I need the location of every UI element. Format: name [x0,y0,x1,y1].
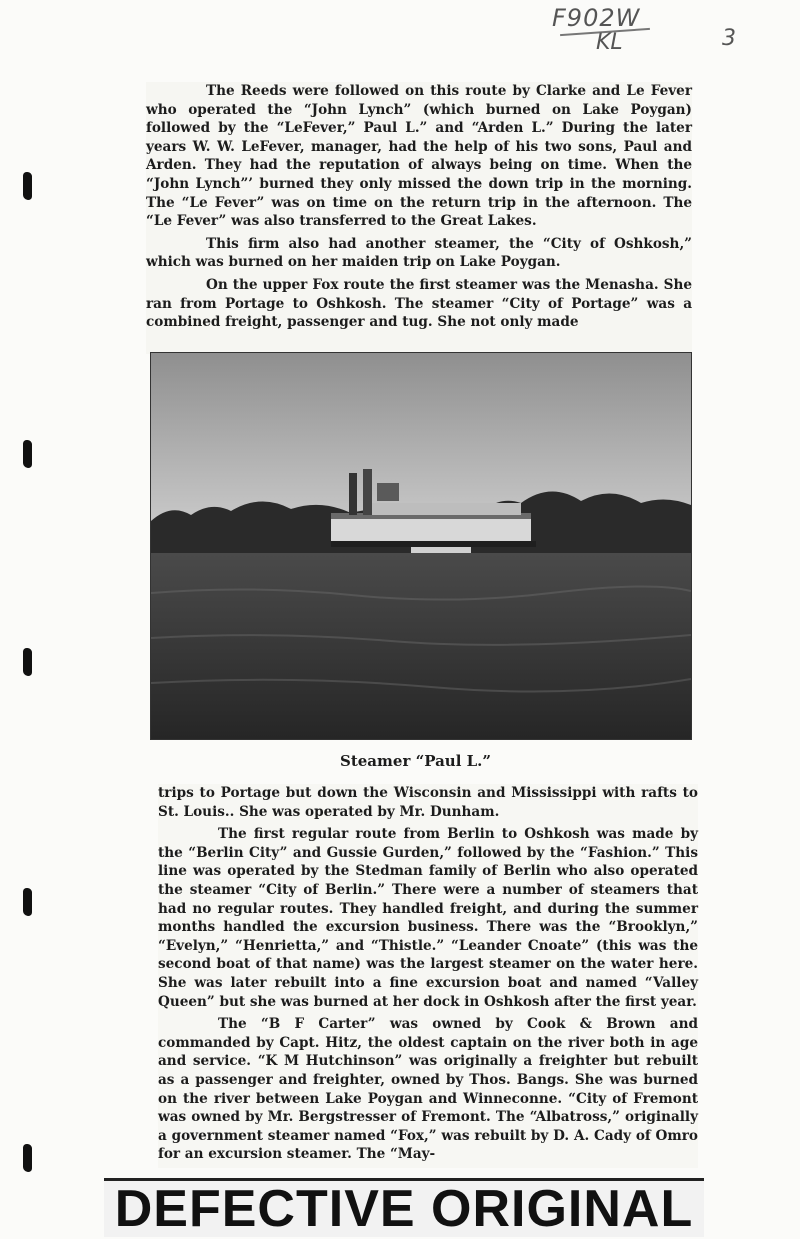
article-paragraph: The “B F Carter” was owned by Cook & Brown and commanded by Capt. Hitz, the oldest captain on the river both in age and service. “K M Hutchinson” was originally a freighter but rebuilt as a passenger and freighter, owned by Thos. Bangs. She was burned on the river between Lake Poygan and Winneconne. “City of Fremont was owned by Mr. Bergstresser of Fremont. The “Albatross,” originally a government steamer named “Fox,” was rebuilt by D. A. Cady of Omro for an excursion steamer. The “May- [158,1016,698,1163]
binder-hole-mark [23,888,32,916]
article-clipping-bottom [158,784,698,1168]
binder-hole-mark [23,648,32,676]
defective-original-stamp [104,1178,704,1237]
photo-caption: Steamer “Paul L.” [340,752,492,770]
handwritten-catalog-code: F902W [552,4,641,32]
steamer-photo-image [151,353,691,739]
article-clipping-top [146,82,692,354]
steamer-photograph [150,352,692,740]
article-paragraph: This firm also had another steamer, the “City of Oshkosh,” which was burned on her maiden trip on Lake Poygan. [146,235,692,271]
binder-hole-mark [23,1144,32,1172]
article-paragraph: trips to Portage but down the Wisconsin and Mississippi with rafts to St. Louis.. She was operated by Mr. Dunham. [158,785,698,820]
article-paragraph: The first regular route from Berlin to Oshkosh was made by the “Berlin City” and Gussie Gurden,” followed by the “Fashion.” This line was operated by the Stedman family of Berlin who also operated the steamer “City of Berlin.” There were a number of steamers that had no regular routes. They handled freight, and during the summer months handled the excursion business. There was the “Brooklyn,” “Evelyn,” “Henrietta,” and “Thistle.” “Leander Cnoate” (this was the second boat of that name) was the largest steamer on the water here. She was later rebuilt into a fine excursion boat and named “Valley Queen” but she was burned at her dock in Oshkosh after the first year. [158,826,698,1010]
binder-hole-mark [23,440,32,468]
article-paragraph: On the upper Fox route the first steamer was the Menasha. She ran from Portage to Oshkosh. The steamer “City of Portage” was a combined freight, passenger and tug. She not only made [146,276,692,331]
handwritten-initials: KL [596,30,623,55]
handwritten-page-number: 3 [722,26,736,51]
article-paragraph: The Reeds were followed on this route by Clarke and Le Fever who operated the “John Lynch” (which burned on Lake Poygan) followed by the “LeFever,” Paul L.” and “Arden L.” During the later years W. W. LeFever, manager, had the help of his two sons, Paul and Arden. They had the reputation of always being on time. When the “John Lynch”’ burned they only missed the down trip in the morning. The “Le Fever” was on time on the return trip in the afternoon. The “Le Fever” was also transferred to the Great Lakes. [146,83,692,230]
binder-hole-mark [23,172,32,200]
stamp-label: DEFECTIVE ORIGINAL [114,1180,694,1238]
